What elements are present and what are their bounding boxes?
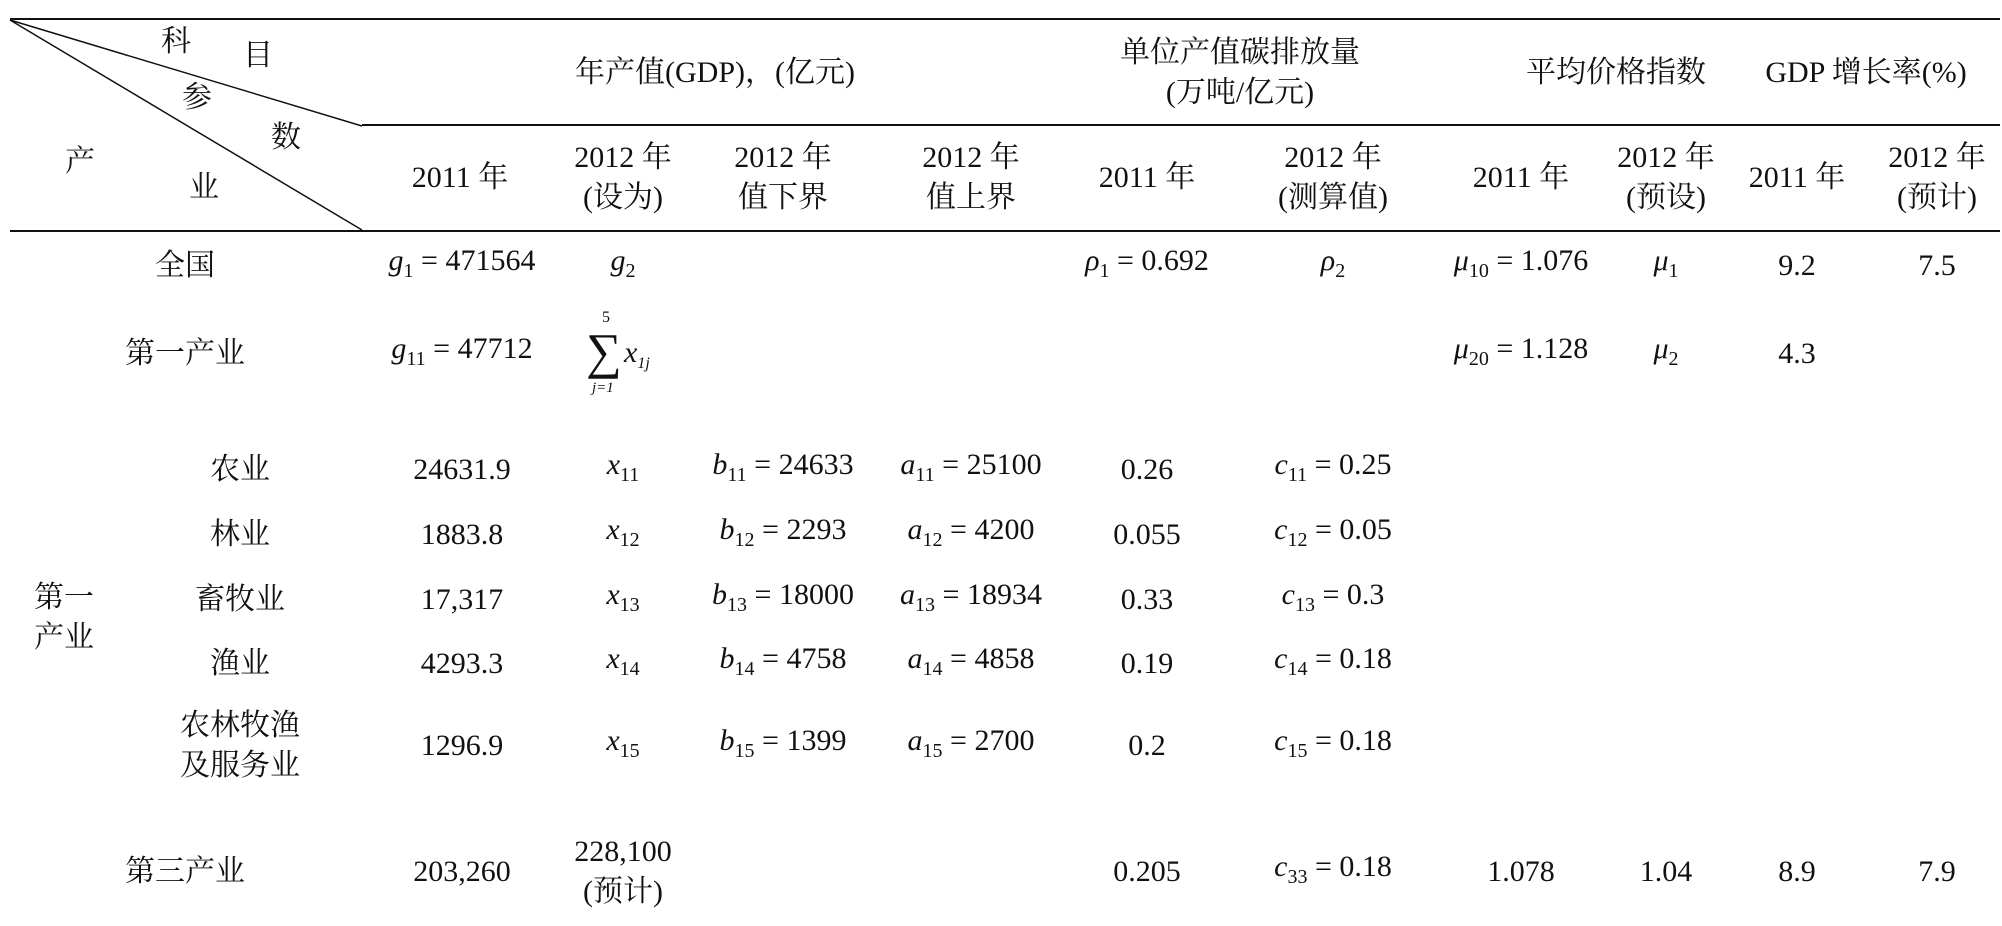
- subscript: 15: [619, 740, 640, 762]
- value: = 18934: [935, 578, 1042, 611]
- cell-primary-p2011: [1454, 330, 1588, 378]
- value: = 47712: [425, 332, 533, 365]
- value: = 0.05: [1307, 513, 1392, 546]
- subscript: 1: [403, 260, 414, 282]
- cell-gdp2011: 17,317: [420, 583, 504, 616]
- row-label-tertiary: 第三产业: [125, 855, 245, 888]
- subscript: 14: [922, 658, 943, 680]
- value: = 1399: [754, 724, 847, 757]
- corner-label-chan: 产: [65, 145, 95, 178]
- symbol-c: c: [1274, 513, 1288, 546]
- subscript: 15: [922, 740, 943, 762]
- symbol-a: a: [900, 578, 916, 611]
- cell-gdp2012-upper: [908, 511, 1035, 559]
- corner-label-mu: 目: [243, 39, 273, 72]
- symbol-c: c: [1274, 642, 1288, 675]
- subscript: 14: [734, 658, 755, 680]
- cell-gdp2012-upper: [900, 576, 1042, 624]
- symbol-c: c: [1274, 448, 1288, 481]
- symbol-b: b: [712, 448, 728, 481]
- cell-gdp2012-lower: [720, 640, 847, 688]
- value: = 1.076: [1488, 244, 1589, 277]
- cell-nation-p2012: [1653, 242, 1678, 290]
- cell-carbon2012: [1274, 640, 1392, 688]
- symbol-c: c: [1281, 578, 1295, 611]
- subscript: 11: [727, 464, 747, 486]
- symbol-x: x: [606, 578, 620, 611]
- group-header-gdp: 年产值(GDP)，(亿元): [575, 56, 855, 89]
- cell-nation-c2011: [1085, 242, 1209, 290]
- value: = 1.128: [1488, 332, 1589, 365]
- symbol-b: b: [719, 724, 735, 757]
- symbol-c: c: [1274, 724, 1288, 757]
- cell-nation-g2011: 9.2: [1778, 249, 1816, 282]
- sub-header-carbon-2012: 2012 年 (测算值): [1278, 141, 1388, 214]
- cell-gdp2012-lower: [712, 446, 853, 494]
- cell-nation-g2012: 7.5: [1918, 249, 1956, 282]
- symbol-b: b: [719, 513, 735, 546]
- subscript: 33: [1287, 866, 1308, 888]
- sub-header-price-2012: 2012 年 (预设): [1617, 141, 1715, 214]
- value: = 25100: [934, 448, 1042, 481]
- cell-carbon2012: [1274, 446, 1391, 494]
- subscript: 13: [619, 594, 640, 616]
- cell-tertiary-c2012: [1274, 848, 1392, 896]
- cell-gdp2011: 4293.3: [420, 647, 504, 680]
- value: = 4758: [754, 642, 847, 675]
- cell-gdp2012-x: [607, 446, 640, 494]
- group-label-primary: 第一 产业: [34, 581, 94, 654]
- cell-gdp2012-x: [606, 722, 639, 770]
- cell-carbon2011: 0.2: [1128, 729, 1166, 762]
- subscript: 14: [619, 658, 640, 680]
- cell-carbon2011: 0.19: [1120, 647, 1174, 680]
- cell-gdp2012-x: [606, 511, 639, 559]
- cell-carbon2011: 0.33: [1120, 583, 1174, 616]
- cell-gdp2012-x: [606, 640, 639, 688]
- sum-term: [624, 336, 650, 381]
- subscript: 12: [1287, 529, 1308, 551]
- subscript: 2: [1335, 260, 1346, 282]
- group-header-price: 平均价格指数: [1526, 56, 1706, 89]
- subscript: 20: [1468, 348, 1489, 370]
- subscript: 15: [1287, 740, 1308, 762]
- subscript: 1: [1668, 260, 1679, 282]
- cell-nation-p2011: [1454, 242, 1588, 290]
- sub-header-gdp-2012-high: 2012 年 值上界: [922, 141, 1020, 214]
- subscript: 1: [1099, 260, 1110, 282]
- value: = 18000: [747, 578, 854, 611]
- value: = 4858: [942, 642, 1035, 675]
- cell-gdp2012-upper: [900, 446, 1041, 494]
- sub-header-gdp-2012-low: 2012 年 值下界: [734, 141, 832, 214]
- cell-gdp2012-lower: [720, 511, 847, 559]
- cell-carbon2012: [1282, 576, 1385, 624]
- corner-label-ke: 科: [161, 25, 191, 58]
- group-header-growth: GDP 增长率(%): [1765, 56, 1967, 89]
- sub-row-label: 畜牧业: [195, 583, 285, 616]
- cell-tertiary-p2011: 1.078: [1487, 855, 1555, 888]
- cell-gdp2012-lower: [712, 576, 854, 624]
- symbol-x: x: [606, 642, 620, 675]
- subscript: 2: [625, 260, 636, 282]
- cell-tertiary-c2011: 0.205: [1113, 855, 1181, 888]
- sub-header-carbon-2011: 2011 年: [1098, 161, 1196, 194]
- symbol-g: g: [391, 332, 407, 365]
- symbol-mu: μ: [1453, 244, 1469, 277]
- subscript: 12: [922, 529, 943, 551]
- sigma-icon: ∑: [586, 323, 622, 379]
- cell-gdp2012-upper: [908, 722, 1035, 770]
- cell-gdp2011: 1296.9: [420, 729, 504, 762]
- value: = 471564: [413, 244, 536, 277]
- corner-label-ye: 业: [189, 171, 219, 204]
- symbol-rho: ρ: [1320, 244, 1336, 277]
- subscript: 11: [406, 348, 426, 370]
- cell-primary-p2012: [1653, 330, 1678, 378]
- cell-tertiary-g2011: 8.9: [1778, 855, 1816, 888]
- sub-header-gdp-2011: 2011 年: [411, 161, 509, 194]
- cell-nation-c2012: [1321, 242, 1345, 290]
- value: = 24633: [746, 448, 854, 481]
- subscript: 11: [1287, 464, 1308, 486]
- cell-primary-g2011: 4.3: [1778, 337, 1816, 370]
- corner-label-can: 参: [182, 81, 212, 114]
- subscript: 1j: [637, 355, 650, 372]
- cell-tertiary-gdp2012: 228,100 (预计): [574, 835, 672, 908]
- value: = 0.18: [1307, 724, 1392, 757]
- group-header-carbon: 单位产值碳排放量 (万吨/亿元): [1120, 36, 1360, 109]
- row-label-nation: 全国: [155, 249, 215, 282]
- cell-carbon2012: [1274, 511, 1392, 559]
- corner-label-shu: 数: [271, 121, 301, 154]
- symbol-c: c: [1274, 850, 1288, 883]
- value: = 4200: [942, 513, 1035, 546]
- row-label-primary: 第一产业: [125, 337, 245, 370]
- value: = 0.25: [1307, 448, 1392, 481]
- value: = 2293: [754, 513, 847, 546]
- value: = 0.692: [1109, 244, 1209, 277]
- subscript: 11: [620, 464, 640, 486]
- sub-row-label: 农业: [210, 453, 270, 486]
- symbol-a: a: [907, 513, 923, 546]
- subscript: 13: [915, 594, 936, 616]
- cell-gdp2011: 24631.9: [413, 453, 511, 486]
- symbol-a: a: [900, 448, 916, 481]
- subscript: 13: [1294, 594, 1315, 616]
- subscript: 15: [734, 740, 755, 762]
- value: = 0.3: [1314, 578, 1385, 611]
- cell-carbon2011: 0.055: [1113, 518, 1181, 551]
- symbol-mu: μ: [1453, 332, 1469, 365]
- cell-primary-gdp2012-sum: [578, 308, 668, 408]
- symbol-x: x: [606, 448, 621, 481]
- cell-gdp2012-upper: [908, 640, 1035, 688]
- subscript: 12: [734, 529, 755, 551]
- symbol-a: a: [907, 724, 923, 757]
- cell-gdp2012-lower: [720, 722, 847, 770]
- symbol-b: b: [719, 642, 735, 675]
- symbol-x: x: [624, 336, 638, 369]
- cell-carbon2011: 0.26: [1120, 453, 1174, 486]
- cell-nation-gdp2011: [389, 242, 536, 290]
- sub-row-label: 农林牧渔 及服务业: [180, 709, 300, 782]
- symbol-g: g: [610, 244, 626, 277]
- sum-upper-limit: 5: [602, 309, 610, 326]
- cell-nation-gdp2012: [611, 242, 636, 290]
- cell-tertiary-gdp2011: 203,260: [413, 855, 511, 888]
- sub-row-label: 渔业: [210, 647, 270, 680]
- subscript: 14: [1287, 658, 1308, 680]
- sub-header-price-2011: 2011 年: [1472, 161, 1570, 194]
- cell-gdp2011: 1883.8: [420, 518, 504, 551]
- symbol-mu: μ: [1653, 244, 1669, 277]
- subscript: 11: [915, 464, 935, 486]
- value: = 0.18: [1307, 850, 1392, 883]
- sub-header-growth-2012: 2012 年 (预计): [1888, 141, 1986, 214]
- sum-lower-limit: j=1: [592, 380, 614, 396]
- cell-gdp2012-x: [606, 576, 639, 624]
- sub-header-growth-2011: 2011 年: [1748, 161, 1846, 194]
- cell-primary-gdp2011: [391, 330, 532, 378]
- sub-header-gdp-2012-set: 2012 年 (设为): [574, 141, 672, 214]
- subscript: 2: [1668, 348, 1679, 370]
- cell-carbon2012: [1274, 722, 1392, 770]
- subscript: 13: [727, 594, 748, 616]
- symbol-x: x: [606, 513, 620, 546]
- symbol-b: b: [712, 578, 728, 611]
- cell-tertiary-p2012: 1.04: [1639, 855, 1693, 888]
- symbol-x: x: [606, 724, 620, 757]
- symbol-a: a: [907, 642, 923, 675]
- symbol-mu: μ: [1653, 332, 1669, 365]
- cell-tertiary-g2012: 7.9: [1918, 855, 1956, 888]
- value: = 2700: [942, 724, 1035, 757]
- sub-row-label: 林业: [210, 518, 270, 551]
- symbol-rho: ρ: [1085, 244, 1100, 277]
- subscript: 10: [1468, 260, 1489, 282]
- symbol-g: g: [388, 244, 404, 277]
- value: = 0.18: [1307, 642, 1392, 675]
- subscript: 12: [619, 529, 640, 551]
